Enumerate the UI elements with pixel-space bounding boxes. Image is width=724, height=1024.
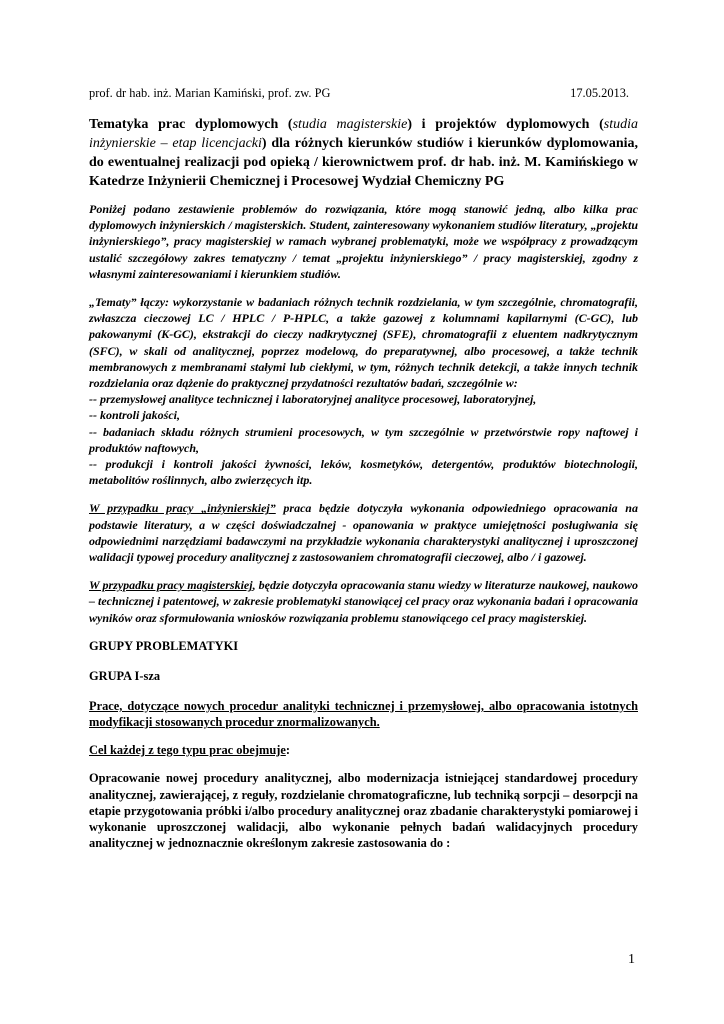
- group-description: Prace, dotyczące nowych procedur analityki technicznej i przemysłowej, albo opracowania istotnych modyfikacji stosowanych procedur znormalizowanych.: [89, 698, 638, 730]
- engineering-paragraph: [89, 500, 638, 565]
- topics-item-3: -- badaniach składu różnych strumieni procesowych, w tym szczególnie w przetwórstwie ropy naftowej i produktów naftowych,: [89, 424, 638, 455]
- masters-lead: W przypadku pracy magisterskiej: [89, 578, 253, 593]
- topics-item-4: -- produkcji i kontroli jakości żywności, leków, kosmetyków, detergentów, produktów biotechnologii, metabolitów roślinnych, albo zwierzęcych itp.: [89, 457, 638, 488]
- page-number: 1: [628, 952, 635, 967]
- document-title: [89, 115, 638, 191]
- title-italic-1: studia magisterskie: [292, 117, 408, 132]
- section-heading: GRUPY PROBLEMATYKI: [89, 638, 239, 653]
- title-part-2: ) i projektów dyplomowych (: [407, 117, 604, 132]
- masters-text: , będzie dotyczyła opracowania stanu wiedzy w literaturze naukowej, naukowo – technicznej i patentowej, w zakresie problematyki stanowiącej cel pracy oraz wykonania badań i opracowania wyników oraz sformułowania wniosków rozwiązania problemu stanowiącego cel pracy magisterskiej.: [89, 578, 638, 625]
- topics-paragraph: [89, 294, 638, 488]
- header-date: 17.05.2013.: [570, 86, 629, 100]
- title-part-3: ) dla różnych kierunków studiów i kierunków dyplomowania, do ewentualnej realizacji pod opieką / kierownictwem prof. dr hab. inż. M. Kamińskiego w Katedrze Inżynierii Chemicznej i Procesowej Wydział Chemiczny PG: [89, 136, 638, 189]
- goal-heading: [89, 742, 638, 758]
- goal-lead: Cel każdej z tego typu prac obejmuje: [89, 743, 286, 758]
- topics-intro: „Tematy” łączy: wykorzystanie w badaniach różnych technik rozdzielania, w tym szczególnie, chromatografii, zwłaszcza cieczowej LC / HPLC / P-HPLC, a także gazowej z kolumnami kapilarnymi (C-GC), lub pakowanymi (K-GC), ekstrakcji do cieczy nadkrytycznej (SFE), chromatografii z eluentem nadkrytycznym (SFC), w skali od analitycznej, poprzez modelową, do preparatywnej, albo procesowej, a także technik membranowych z membranami stałymi lub ciekłymi, w tym, różnych technik detekcji, a także innych technik rozdzielania oraz dążenie do praktycznej przydatności rezultatów badań, szczególnie w:: [89, 295, 638, 391]
- title-part-1: Tematyka prac dyplomowych (: [89, 117, 293, 132]
- intro-paragraph: Poniżej podano zestawienie problemów do rozwiązania, które mogą stanowić jedną, albo kilka prac dyplomowych inżynierskich / magisterskich. Student, zainteresowany wykonaniem studiów literatury, „projektu inżynierskiego”, pracy magisterskiej w ramach wybranej problematyki, może we współpracy z prowadzącym ustalić szczegółowy zakres tematyczny / temat „projektu inżynierskiego” / pracy magisterskiej, zgodny z własnymi zainteresowaniami i kierunkiem studiów.: [89, 202, 638, 281]
- goal-paragraph: Opracowanie nowej procedury analitycznej, albo modernizacja istniejącej standardowej procedury analitycznej, zawierającej, z reguły, rozdzielanie chromatograficzne, lub techniką sorpcji – desorpcji na etapie przygotowania próbki i/albo procedury analitycznej oraz zbadanie charakterystyki pomiarowej i wykonanie uproszczonej walidacji, albo wykonanie pełnych badań walidacyjnych procedury analitycznej w jednoznacznie określonym zakresie zastosowania do :: [89, 771, 638, 851]
- engineering-lead: W przypadku pracy „inżynierskiej”: [89, 501, 276, 516]
- title-italic-2: studia inżynierskie – etap licencjacki: [89, 117, 638, 151]
- topics-item-1: -- przemysłowej analityce technicznej i laboratoryjnej analityce procesowej, laboratoryjnej,: [89, 392, 537, 407]
- group-heading: GRUPA I-sza: [89, 668, 161, 683]
- header-author: prof. dr hab. inż. Marian Kamiński, prof. zw. PG: [89, 86, 331, 100]
- engineering-text: praca będzie dotyczyła wykonania odpowiedniego opracowania na podstawie literatury, a w części doświadczalnej - opanowania w praktyce umiejętności posługiwania się odpowiednimi narzędziami badawczymi na przykładzie wykonania charakterystyki analitycznej i uproszczonej walidacji typowej procedury analitycznej z zastosowaniem chromatografii cieczowej, albo / i gazowej.: [89, 501, 638, 565]
- document-body: [89, 115, 638, 864]
- goal-colon: :: [285, 743, 290, 758]
- topics-item-2: -- kontroli jakości,: [89, 408, 181, 423]
- masters-paragraph: [89, 577, 638, 626]
